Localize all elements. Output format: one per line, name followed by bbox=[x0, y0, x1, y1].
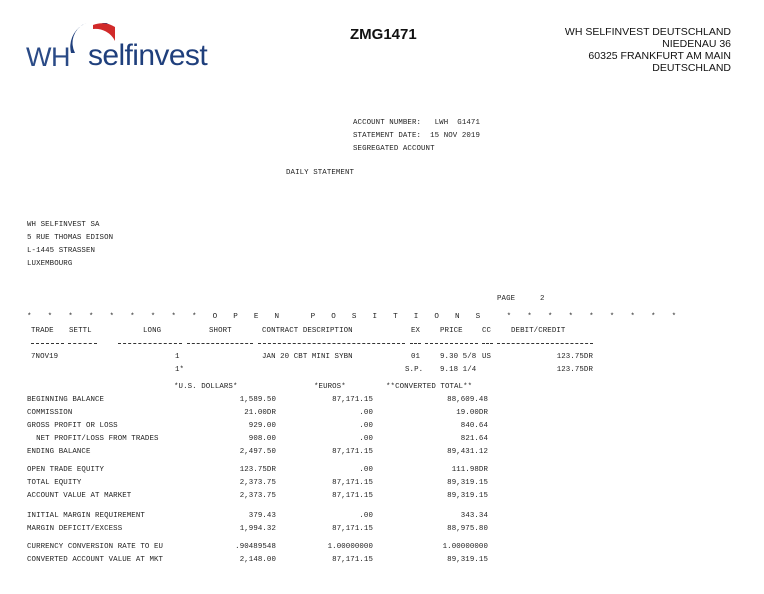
summary-total-value: 89,319.15 bbox=[447, 479, 488, 487]
logo-selfinvest-text: selfinvest bbox=[88, 39, 208, 72]
summary-total-value: 88,609.48 bbox=[447, 396, 488, 404]
position-currency: US bbox=[482, 353, 492, 361]
header-ex: EX bbox=[411, 327, 421, 335]
summary-label: INITIAL MARGIN REQUIREMENT bbox=[27, 512, 145, 520]
document-id: ZMG1471 bbox=[350, 26, 417, 43]
summary-eur-value: 87,171.15 bbox=[332, 448, 373, 456]
summary-eur-value: 87,171.15 bbox=[332, 479, 373, 487]
position-long: 1 bbox=[175, 353, 180, 361]
summary-usd-value: 379.43 bbox=[248, 512, 276, 520]
summary-label: NET PROFIT/LOSS FROM TRADES bbox=[27, 435, 159, 443]
separator bbox=[482, 343, 493, 344]
summary-label: OPEN TRADE EQUITY bbox=[27, 466, 105, 474]
summary-label: TOTAL EQUITY bbox=[27, 479, 82, 487]
position-amount: 123.75DR bbox=[556, 353, 593, 361]
summary-total-value: 821.64 bbox=[460, 435, 488, 443]
header-usd: *U.S. DOLLARS* bbox=[174, 383, 238, 391]
client-street: 5 RUE THOMAS EDISON bbox=[27, 234, 114, 242]
summary-total-value: 343.34 bbox=[460, 512, 488, 520]
subtotal-exchange: S.P. bbox=[405, 366, 424, 374]
summary-eur-value: 87,171.15 bbox=[332, 525, 373, 533]
summary-label: COMMISSION bbox=[27, 409, 73, 417]
subtotal-amount: 123.75DR bbox=[556, 366, 593, 374]
separator bbox=[258, 343, 405, 344]
position-exchange: 01 bbox=[411, 353, 421, 361]
header-settl: SETTL bbox=[69, 327, 92, 335]
client-name: WH SELFINVEST SA bbox=[27, 221, 100, 229]
header-short: SHORT bbox=[209, 327, 232, 335]
summary-usd-value: 21.00DR bbox=[244, 409, 276, 417]
position-price: 9.30 5/8 bbox=[440, 353, 477, 361]
summary-usd-value: 2,373.75 bbox=[239, 479, 276, 487]
summary-total-value: 89,319.15 bbox=[447, 492, 488, 500]
address-line: WH SELFINVEST DEUTSCHLAND bbox=[564, 26, 731, 38]
summary-eur-value: .00 bbox=[359, 422, 373, 430]
summary-usd-value: 2,497.50 bbox=[239, 448, 276, 456]
position-contract: JAN 20 CBT MINI SYBN bbox=[262, 353, 353, 361]
summary-label: MARGIN DEFICIT/EXCESS bbox=[27, 525, 123, 533]
statement-date: STATEMENT DATE: 15 NOV 2019 bbox=[353, 132, 480, 140]
separator bbox=[187, 343, 253, 344]
summary-eur-value: 1.00000000 bbox=[327, 543, 373, 551]
summary-usd-value: 1,589.50 bbox=[239, 396, 276, 404]
summary-eur-value: .00 bbox=[359, 512, 373, 520]
open-positions-banner: * * * * * * * * * O P E N P O S I T I O N S * * * * * * * * * bbox=[27, 313, 677, 321]
summary-eur-value: .00 bbox=[359, 435, 373, 443]
logo-wh-text: WH bbox=[26, 42, 70, 72]
account-number: ACCOUNT NUMBER: LWH G1471 bbox=[353, 119, 480, 127]
summary-label: ENDING BALANCE bbox=[27, 448, 91, 456]
address-line: DEUTSCHLAND bbox=[652, 62, 731, 74]
summary-usd-value: .90489548 bbox=[235, 543, 276, 551]
summary-eur-value: .00 bbox=[359, 466, 373, 474]
company-logo bbox=[26, 22, 241, 76]
position-trade-date: 7NOV19 bbox=[31, 353, 59, 361]
summary-usd-value: 929.00 bbox=[248, 422, 276, 430]
summary-usd-value: 908.00 bbox=[248, 435, 276, 443]
address-line: 60325 FRANKFURT AM MAIN bbox=[588, 50, 731, 62]
separator bbox=[31, 343, 64, 344]
summary-eur-value: 87,171.15 bbox=[332, 556, 373, 564]
client-city: L-1445 STRASSEN bbox=[27, 247, 96, 255]
header-contract: CONTRACT DESCRIPTION bbox=[262, 327, 353, 335]
header-converted-total: **CONVERTED TOTAL** bbox=[386, 383, 473, 391]
separator bbox=[497, 343, 593, 344]
header-trade: TRADE bbox=[31, 327, 54, 335]
summary-total-value: 88,975.80 bbox=[447, 525, 488, 533]
page-label: PAGE bbox=[497, 295, 516, 303]
header-debit-credit: DEBIT/CREDIT bbox=[511, 327, 566, 335]
separator bbox=[425, 343, 478, 344]
summary-eur-value: 87,171.15 bbox=[332, 492, 373, 500]
address-line: NIEDENAU 36 bbox=[662, 38, 731, 50]
client-country: LUXEMBOURG bbox=[27, 260, 73, 268]
summary-total-value: 111.98DR bbox=[451, 466, 488, 474]
summary-total-value: 840.64 bbox=[460, 422, 488, 430]
summary-eur-value: .00 bbox=[359, 409, 373, 417]
subtotal-long: 1* bbox=[175, 366, 185, 374]
summary-total-value: 19.00DR bbox=[456, 409, 488, 417]
separator bbox=[118, 343, 182, 344]
summary-usd-value: 123.75DR bbox=[239, 466, 276, 474]
header-long: LONG bbox=[143, 327, 162, 335]
summary-label: BEGINNING BALANCE bbox=[27, 396, 105, 404]
separator bbox=[410, 343, 421, 344]
summary-usd-value: 2,148.00 bbox=[239, 556, 276, 564]
header-cc: CC bbox=[482, 327, 492, 335]
summary-label: GROSS PROFIT OR LOSS bbox=[27, 422, 118, 430]
company-address bbox=[565, 26, 731, 74]
summary-label: CURRENCY CONVERSION RATE TO EU bbox=[27, 543, 164, 551]
summary-eur-value: 87,171.15 bbox=[332, 396, 373, 404]
summary-usd-value: 1,994.32 bbox=[239, 525, 276, 533]
summary-total-value: 89,319.15 bbox=[447, 556, 488, 564]
summary-label: ACCOUNT VALUE AT MARKET bbox=[27, 492, 132, 500]
summary-usd-value: 2,373.75 bbox=[239, 492, 276, 500]
summary-total-value: 89,431.12 bbox=[447, 448, 488, 456]
header-eur: *EUROS* bbox=[314, 383, 346, 391]
summary-label: CONVERTED ACCOUNT VALUE AT MKT bbox=[27, 556, 164, 564]
page-number: 2 bbox=[540, 295, 545, 303]
summary-total-value: 1.00000000 bbox=[442, 543, 488, 551]
subtotal-price: 9.18 1/4 bbox=[440, 366, 477, 374]
separator bbox=[68, 343, 97, 344]
account-type: SEGREGATED ACCOUNT bbox=[353, 145, 435, 153]
header-price: PRICE bbox=[440, 327, 463, 335]
statement-title: DAILY STATEMENT bbox=[286, 169, 355, 177]
